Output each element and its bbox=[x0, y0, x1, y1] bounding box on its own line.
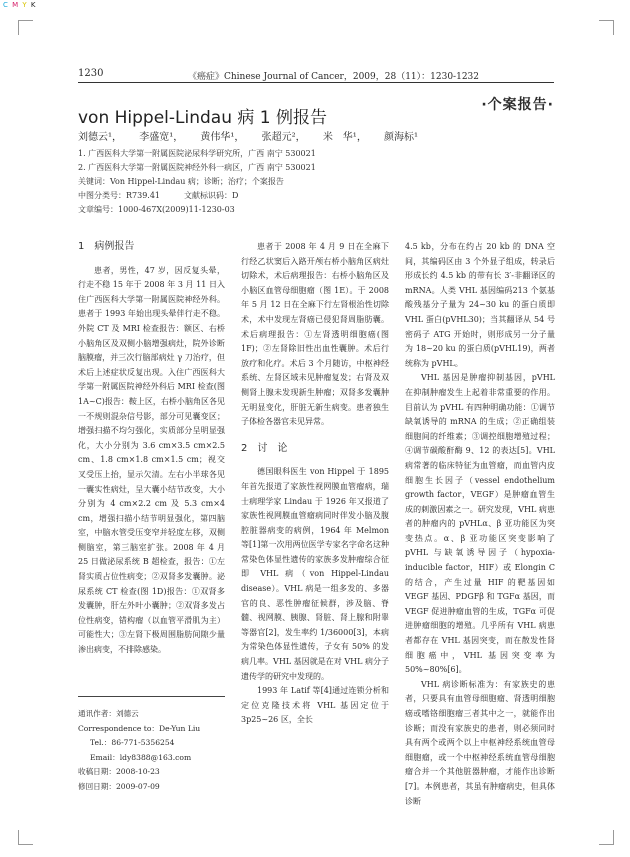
page-number: 1230 bbox=[78, 68, 104, 79]
body-paragraph: VHL 病诊断标准为：有家族史的患者，只要具有血管母细胞瘤、肾透明细胞癌或嗜铬细胞瘤三者其中之一，就能作出诊断；而没有家族史的患者，则必须同时具有两个或两个以上中枢神经系统血管母细胞瘤，或一个中枢神经系统血管母细胞瘤合并一个其他脏器肿瘤，才能作出诊断[7]。本例患者，其虽有肿瘤病史，但具体诊断 bbox=[405, 679, 555, 806]
crop-mark-top-right bbox=[599, 20, 614, 35]
keywords: 关键词：Von Hippel-Lindau 病；诊断；治疗；个案报告 bbox=[78, 177, 284, 186]
section-heading-discussion: 2 讨 论 bbox=[241, 442, 288, 454]
column-label: ·个案报告· bbox=[481, 97, 554, 113]
article-title: von Hippel-Lindau 病 1 例报告 bbox=[78, 108, 328, 128]
section-heading-case-report: 1 病例报告 bbox=[78, 241, 135, 252]
crop-mark-bottom-left bbox=[18, 830, 33, 845]
correspondence-cn: 通讯作者：刘德云 bbox=[78, 709, 139, 718]
crop-mark-bottom-right bbox=[599, 830, 614, 845]
body-paragraph: 患者于 2008 年 4 月 9 日在全麻下行经乙状窦后入路开颅右桥小脑角区病灶切除术，术后病理报告：右桥小脑角区及小脑区血管母细胞瘤（图 1E）。于 2008 年 5 月 12 日在全麻下行左肾根治性切除术，术中发现左肾癌已侵犯肾周脂肪囊。术后病理报告：①左肾透明细胞癌(图 1F)；②左肾除旧性出血性囊肿。术后行放疗和化疗。术后 3 个月随访，中枢神经系统、左肾区域未见肿瘤复发；右肾及双侧肾上腺未发现新生肿瘤；双肾多发囊肿无明显变化，肝脏无新生病变。患者独生子体检各器官未见异常。 bbox=[241, 242, 389, 427]
running-header bbox=[78, 64, 554, 83]
footnote bbox=[78, 696, 225, 795]
author: 李盛宽¹， bbox=[139, 132, 184, 143]
journal-citation: 《癌症》Chinese Journal of Cancer，2009，28（11）：1230-1232 bbox=[188, 72, 480, 82]
article-id: 文章编号：1000-467X(2009)11-1230-03 bbox=[78, 205, 235, 214]
crop-mark-top-left bbox=[18, 20, 33, 35]
classification: 中图分类号：R739.41 文献标识码：D bbox=[78, 191, 239, 200]
cmyk-print-marks: C M Y K bbox=[3, 1, 37, 9]
author: 米 华¹， bbox=[322, 132, 367, 143]
affiliation-2: 2. 广西医科大学第一附属医院神经外科一病区，广西 南宁 530021 bbox=[78, 163, 316, 172]
body-paragraph: 患者，男性，47 岁，因反复头晕，行走不稳 15 年于 2008 年 3 月 11 日入住广西医科大学第一附属医院神经外科。患者于 1993 年始出现头晕伴行走不稳。外院 CT 及 MRI 检查报告：额区、右桥小脑角区及双侧小脑增强病灶，院外诊断脑膜瘤，并三次行脑部病灶 γ 刀治疗，但术后上述症状反复出现。入住广西医科大学第一附属医院神经外科后 MRI 检查(图 1A~C)报告：鞍上区，右桥小脑角区各见一不规则混杂信号影，部分可见囊变区；增强扫描不均匀强化，实质部分呈明显强化，大小分别为 3.6 cm×3.5 cm×2.5 cm、1.8 cm×1.8 cm×1.5 cm；视交叉受压上抬，显示欠清。左右小半球各见一囊实性病灶，呈大囊小结节改变，大小分别为 4 cm×2.2 cm 及 5.3 cm×4 cm，增强扫描小结节明显强化，第四脑室，中脑水管受压变窄并轻度左移，双侧侧脑室，第三脑室扩张。2008 年 4 月 25 日做泌尿系统 B 超检查，报告：①左肾实质占位性病变；②双肾多发囊肿。泌尿系统 CT 检查(图 1D)报告：①双肾多发囊肿，肝左外叶小囊肿；②双肾多发占位性病变，错构瘤（以血管平滑肌为主）可能性大；③左肾下极周围脂肪间隙少量渗出病变，不排除感染。 bbox=[78, 265, 225, 655]
author: 颜海标¹ bbox=[384, 132, 419, 143]
received-date: 收稿日期：2008-10-23 bbox=[78, 767, 160, 777]
revised-date: 修回日期：2009-07-09 bbox=[78, 781, 160, 791]
author: 刘德云¹， bbox=[78, 132, 123, 143]
body-paragraph: VHL 基因是肿瘤抑制基因，pVHL 在抑制肿瘤发生上起着非常重要的作用。目前认为 pVHL 有四种明确功能：①调节缺氧诱导的 mRNA 的生成；②正确组装细胞间的纤维素；③调控细胞增殖过程；④调节碳酸酐酶 9、12 的表达[5]。VHL 病常著的临床特征为血管瘤，而血管内皮细胞生长因子（vessel endothelium growth factor，VEGF）是肿瘤血管生成的刺激因素之一。研究发现，VHL 病患者的肿瘤内的 pVHLα、β 亚功能区为突变热点。α、β 亚功能区突变影响了 pVHL 与缺氧诱导因子（hypoxia-inducible factor，HIF）或 Elongin C 的结合，产生过量 HIF 的靶基因如 VEGF 基因、PDGFβ 和 TGFα 基因，而 VEGF 促进肿瘤血管的生成，TGFα 可促进肿瘤细胞的增殖。几乎所有 VHL 病患者都存在 VHL 基因突变，而在散发性肾细胞癌中，VHL 基因突变率为 50%~80%[6]。 bbox=[405, 373, 555, 675]
author: 黄伟华¹， bbox=[200, 132, 245, 143]
correspondence-en: Correspondence to：De-Yun Liu bbox=[78, 723, 201, 733]
column-3 bbox=[405, 240, 555, 809]
body-paragraph: 德国眼科医生 von Hippel 于 1895 年首先报道了家族性视网膜血管瘤病，瑞士病理学家 Lindau 于 1926 年又报道了家族性视网膜血管瘤病同时伴发小脑及腹腔脏器病变的病例，1964 年 Melmon 等[1]第一次用两位医学专家名字命名这种常染色体显性遗传的家族多发肿瘤综合征即 VHL 病（von Hippel-Lindau disease）。VHL 病是一组多发的、多器官的良、恶性肿瘤征候群，涉及脑、脊髓、视网膜、胰腺、肾脏、肾上腺和附睾等器官[2]，发生率约 1/36000[3]，本病为常染色体显性遗传，子女有 50% 的发病几率。VHL 基因就是在对 VHL 病分子遗传学的研究中发现的。 bbox=[241, 467, 389, 681]
email: Email：ldy8388@163.com bbox=[90, 752, 192, 762]
author-list bbox=[78, 128, 432, 143]
column-2 bbox=[241, 240, 389, 728]
column-1 bbox=[78, 240, 225, 658]
telephone: Tel.：86-771-5356254 bbox=[90, 738, 175, 748]
body-paragraph: 4.5 kb，分布在约占 20 kb 的 DNA 空间，其编码区由 3 个外显子组成，转录后形成长约 4.5 kb 的带有长 3′-非翻译区的 mRNA。人类 VHL 基因编码213 个氨基酸残基分子量为 24~30 ku 的蛋白质即 VHL 蛋白(pVHL30)；当其翻译从 54 号密码子 ATG 开始时，则形成另一分子量为 18~20 ku 的蛋白质(pVHL19)，两者统称为 pVHL。 bbox=[405, 242, 555, 368]
body-paragraph: 1993 年 Latif 等[4]通过连锁分析和定位克隆技术将 VHL 基因定位于 3p25~26 区，全长 bbox=[241, 686, 389, 725]
affiliation-1: 1. 广西医科大学第一附属医院泌尿科学研究所，广西 南宁 530021 bbox=[78, 149, 316, 158]
author: 张超元²， bbox=[261, 132, 306, 143]
